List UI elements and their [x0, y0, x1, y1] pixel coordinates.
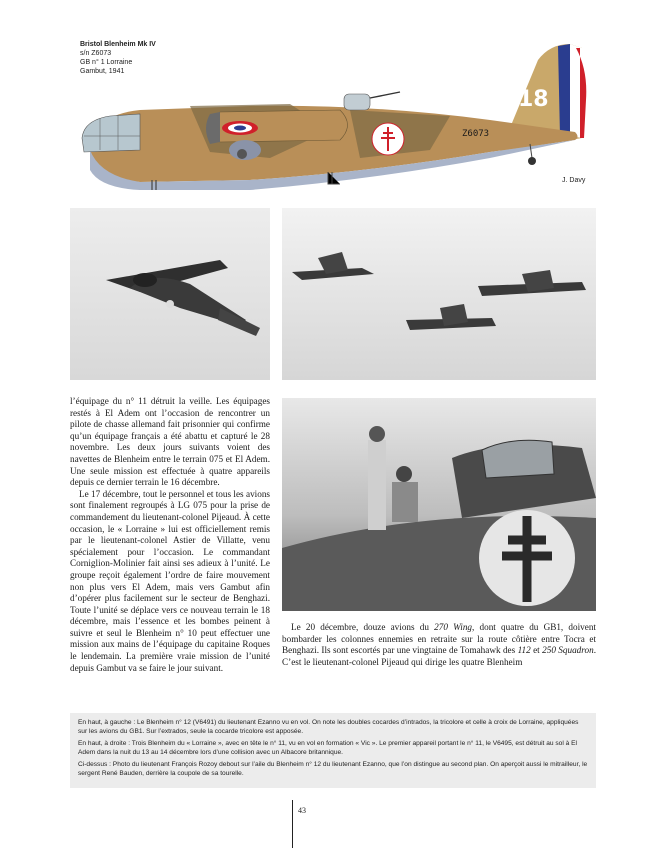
page-number-rule	[292, 800, 293, 848]
page-number: 43	[298, 806, 306, 815]
illustration-credit: J. Davy	[562, 177, 586, 184]
profile-caption-serial: s/n Z6073	[80, 50, 112, 57]
photo-blenheim-in-flight	[70, 208, 270, 380]
blenheim-formation-image	[282, 208, 596, 380]
profile-caption-type: Bristol Blenheim Mk IV	[80, 41, 156, 48]
photo-caption-above: Ci-dessus : Photo du lieutenant François Rozoy debout sur l’aile du Blenheim n° 12 du lieutenant Ezanno, que l’on distingue au second plan. On aperçoit aussi le mitrailleur, le sergent René Bauden, derrière la coupole de sa tourelle.	[78, 761, 588, 777]
photo-caption-top-left: En haut, à gauche : Le Blenheim n° 12 (V6491) du lieutenant Ezanno vu en vol. On note les doubles cocardes d’intrados, la tricolore et celle à croix de Lorraine, appliquées sur les avions du GB1. Sur l’extrados, seule la cocarde tricolore est apposée.	[78, 719, 579, 735]
body-paragraph: l’équipage du n° 11 détruit la veille. Les équipages restés à El Adem ont l’occasion de rencontrer un pilote de chasse allemand fait prisonnier qui confirme qu’un équipage français a été abattu et capturé le 28 novembre. Les deux jours suivants voient des navettes de Blenheim entre le terrain 075 et El Adem. Une seule mission est effectuée à quatre appareils depuis ce dernier terrain le 16 décembre.	[70, 396, 270, 488]
body-paragraph: Le 20 décembre, douze avions du 270 Wing, dont quatre du GB1, doivent bombarder les colonnes ennemies en retraite sur la route côtière entre Tocra et Benghazi. Ils sont escortés par une vingtaine de Tomahawk des 112 et 250 Squadron. C’est le lieutenant-colonel Pijeaud qui dirige les quatre Blenheim	[282, 622, 596, 667]
profile-caption-unit: GB n° 1 Lorraine	[80, 59, 133, 66]
body-text-right-column	[282, 622, 596, 668]
aircraft-profile-illustration	[70, 40, 610, 195]
photo-captions-box	[70, 713, 596, 788]
photo-caption-top-right: En haut, à droite : Trois Blenheim du « Lorraine », avec en tête le n° 11, vu en vol en formation « Vic ». Le premier appareil portant le n° 11, le V6495, est détruit au sol à El Adem dans la nuit du 13 au 14 décembre lors d’une collision avec un Albacore britannique.	[78, 740, 577, 756]
blenheim-flight-image	[70, 208, 270, 380]
body-paragraph: Le 17 décembre, tout le personnel et tous les avions sont finalement regroupés à LG 075 pour la prise de commandement du lieutenant-colonel Pijeaud. À cette occasion, le « Lorraine » lui est officiellement remis par le lieutenant-colonel Astier de Villatte, venu spécialement pour l’occasion. Le commandant Corniglion-Molinier fait ainsi ses adieux à l’unité. Le groupe reçoit également l’ordre de faire mouvement non plus vers El Adem, mais vers Gambut afin d’opérer plus facilement sur le secteur de Benghazi. Toute l’unité se déplace vers ce nouveau terrain le 18 décembre, mais l’essence et les bombes peinent à suivre et seul le Blenheim n° 10 peut effectuer une mission aux mains de l’équipage du capitaine Roques le lendemain. La première vraie mission de l’unité depuis Gambut va se faire le jour suivant.	[70, 488, 270, 673]
tail-number-marking: 18	[518, 87, 549, 112]
serial-marking: Z6073	[462, 129, 490, 139]
airman-wing-image	[282, 398, 596, 611]
profile-caption-place: Gambut, 1941	[80, 68, 125, 75]
body-text-left-column	[70, 396, 270, 674]
photo-blenheim-formation	[282, 208, 596, 380]
photo-airman-on-wing	[282, 398, 596, 611]
